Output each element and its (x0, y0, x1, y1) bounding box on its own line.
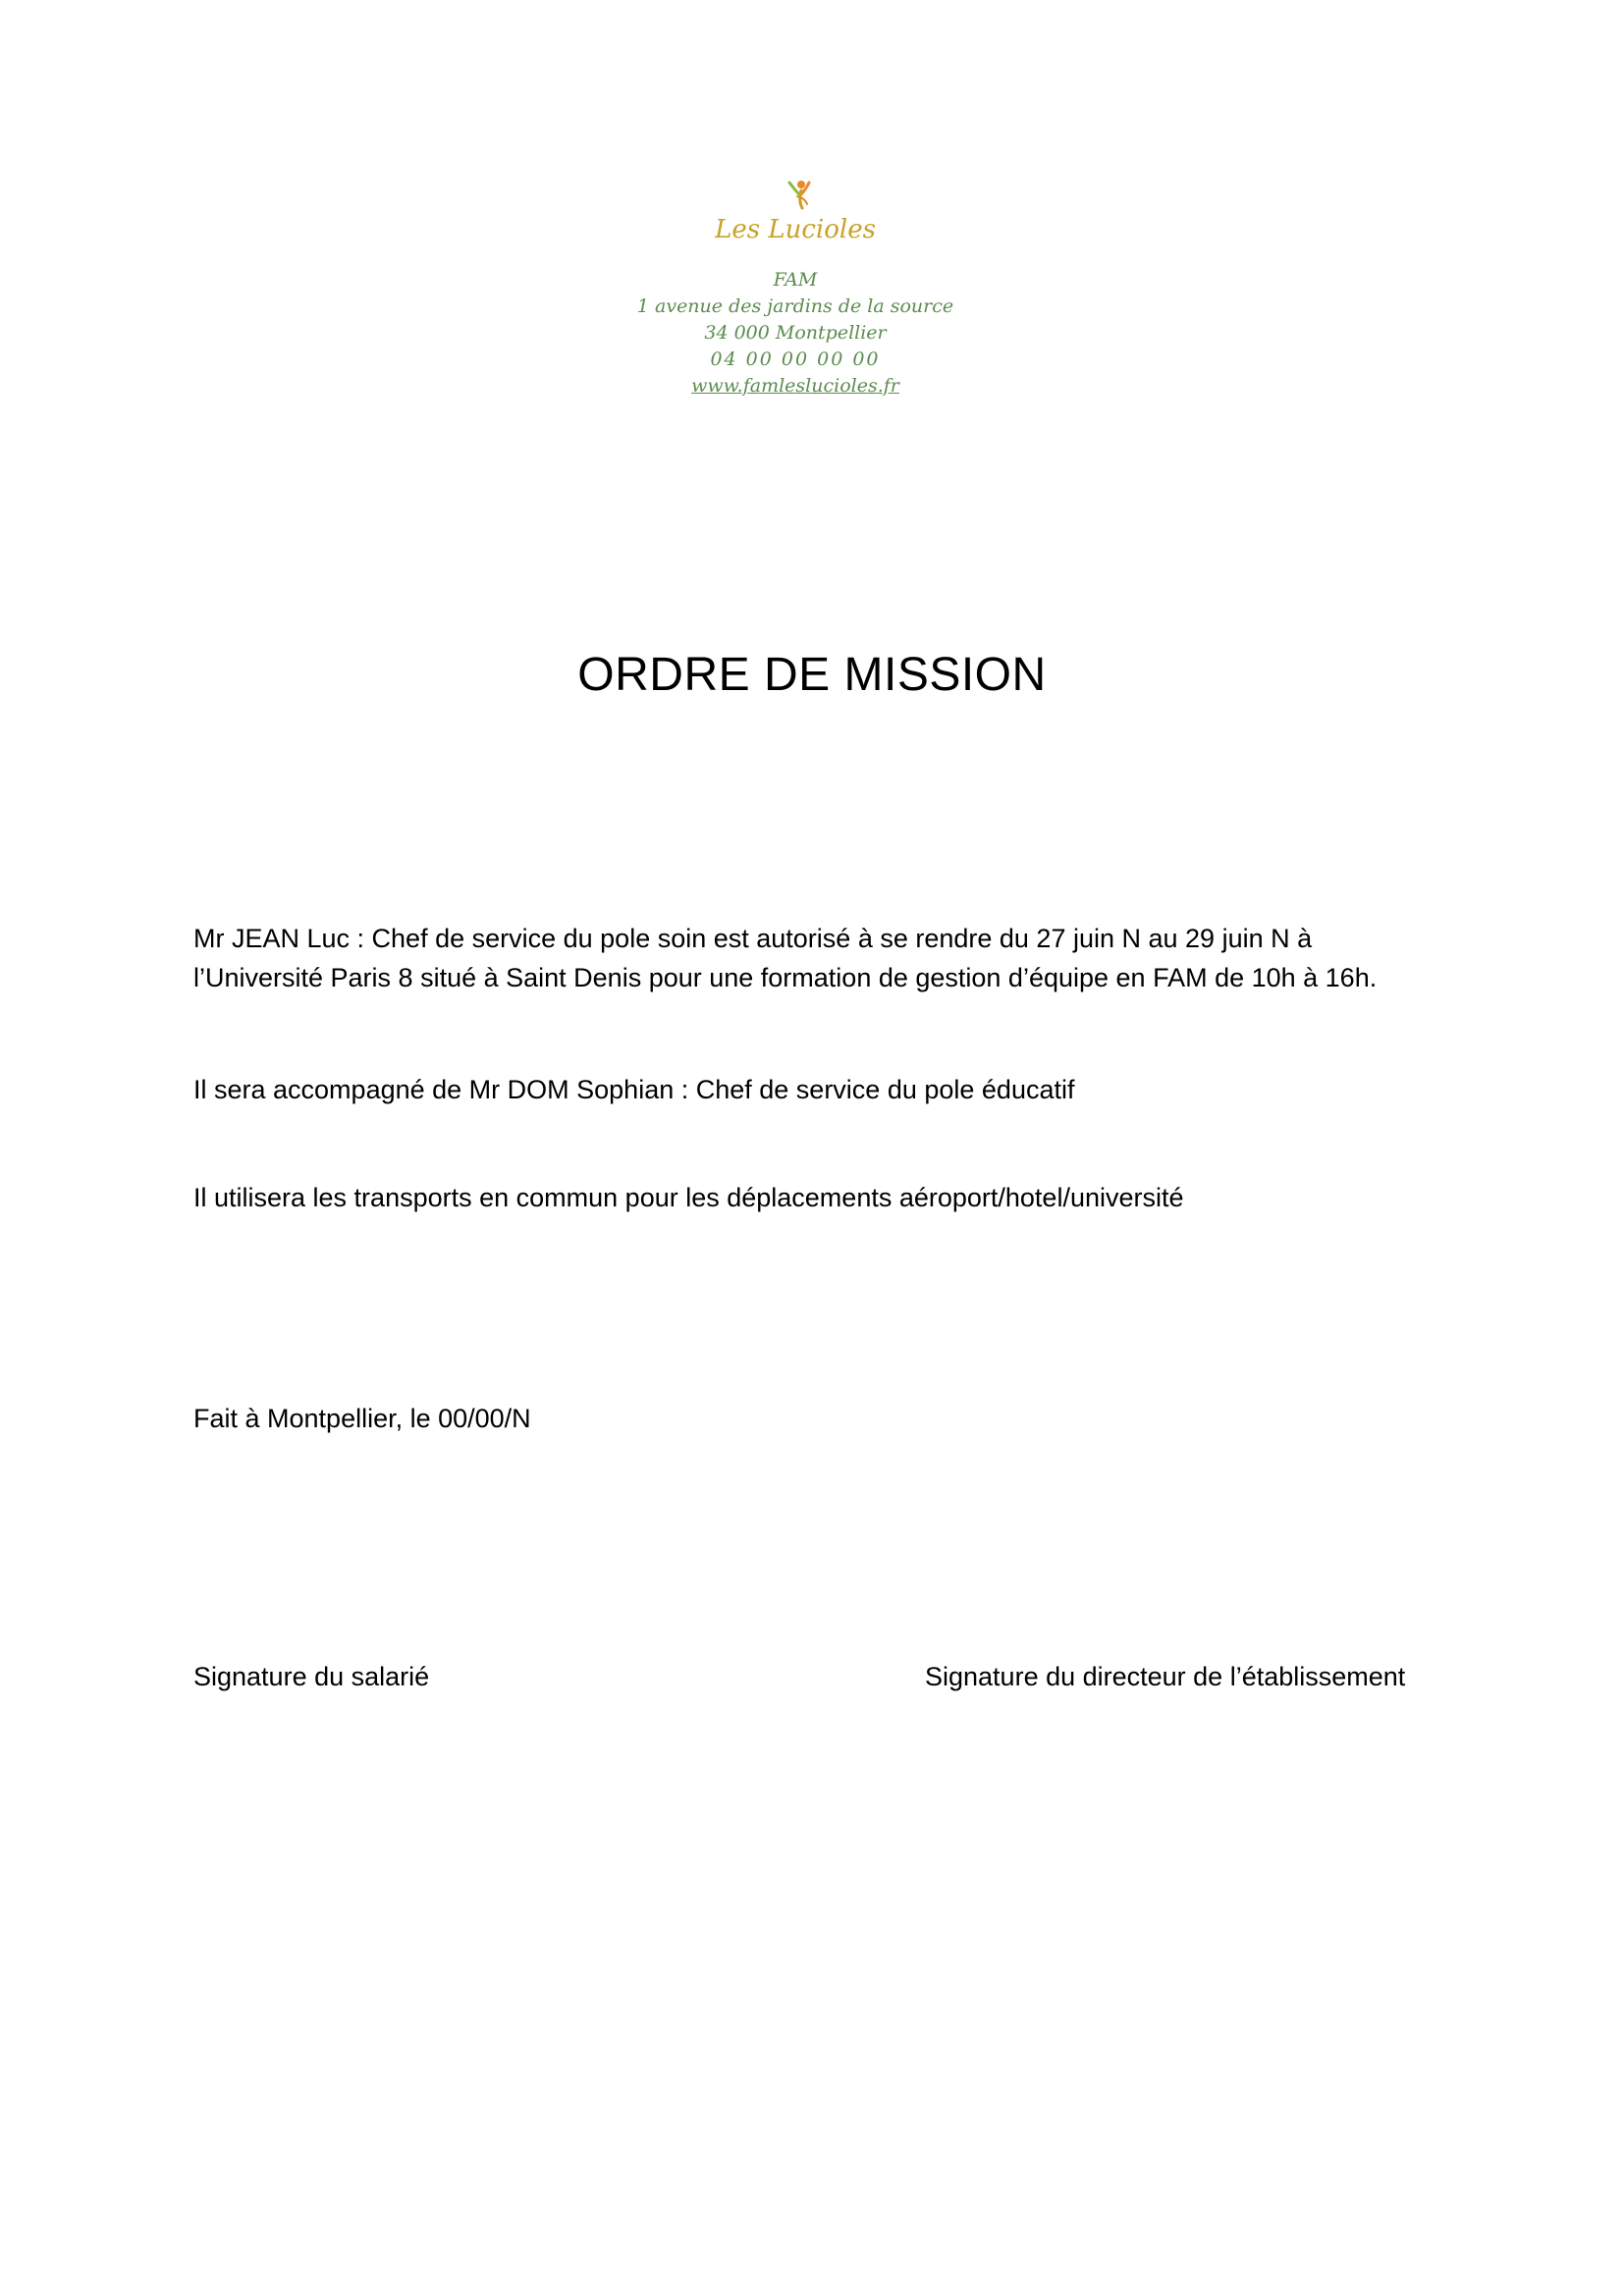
letterhead-address: 1 avenue des jardins de la source (636, 295, 954, 317)
letterhead (589, 167, 1001, 402)
companion-paragraph: Il sera accompagné de Mr DOM Sophian : Chef de service du pole éducatif (193, 1075, 1075, 1104)
les-lucioles-logo (715, 177, 876, 247)
employee-signature-label: Signature du salarié (193, 1662, 430, 1691)
svg-text:Les Lucioles: Les Lucioles (715, 215, 876, 244)
director-signature-label: Signature du directeur de l’établissement (925, 1662, 1406, 1691)
document-title: ORDRE DE MISSION (577, 649, 1047, 701)
letterhead-website-link[interactable]: www.famleslucioles.fr (691, 375, 899, 397)
mission-paragraph (193, 919, 1450, 997)
firefly-logo-icon (715, 177, 876, 247)
mission-paragraph-line-2: l’Université Paris 8 situé à Saint Denis pour une formation de gestion d’équipe en FAM de 10h à 16h. (193, 963, 1378, 992)
mission-paragraph-line-1: Mr JEAN Luc : Chef de service du pole soin est autorisé à se rendre du 27 juin N au 29 juin N à (193, 924, 1313, 953)
transport-paragraph: Il utilisera les transports en commun pour les déplacements aéroport/hotel/université (193, 1183, 1184, 1212)
letterhead-city: 34 000 Montpellier (704, 322, 887, 344)
letterhead-type: FAM (773, 269, 818, 291)
letterhead-phone: 04 00 00 00 00 (710, 348, 881, 370)
place-and-date: Fait à Montpellier, le 00/00/N (193, 1404, 531, 1433)
